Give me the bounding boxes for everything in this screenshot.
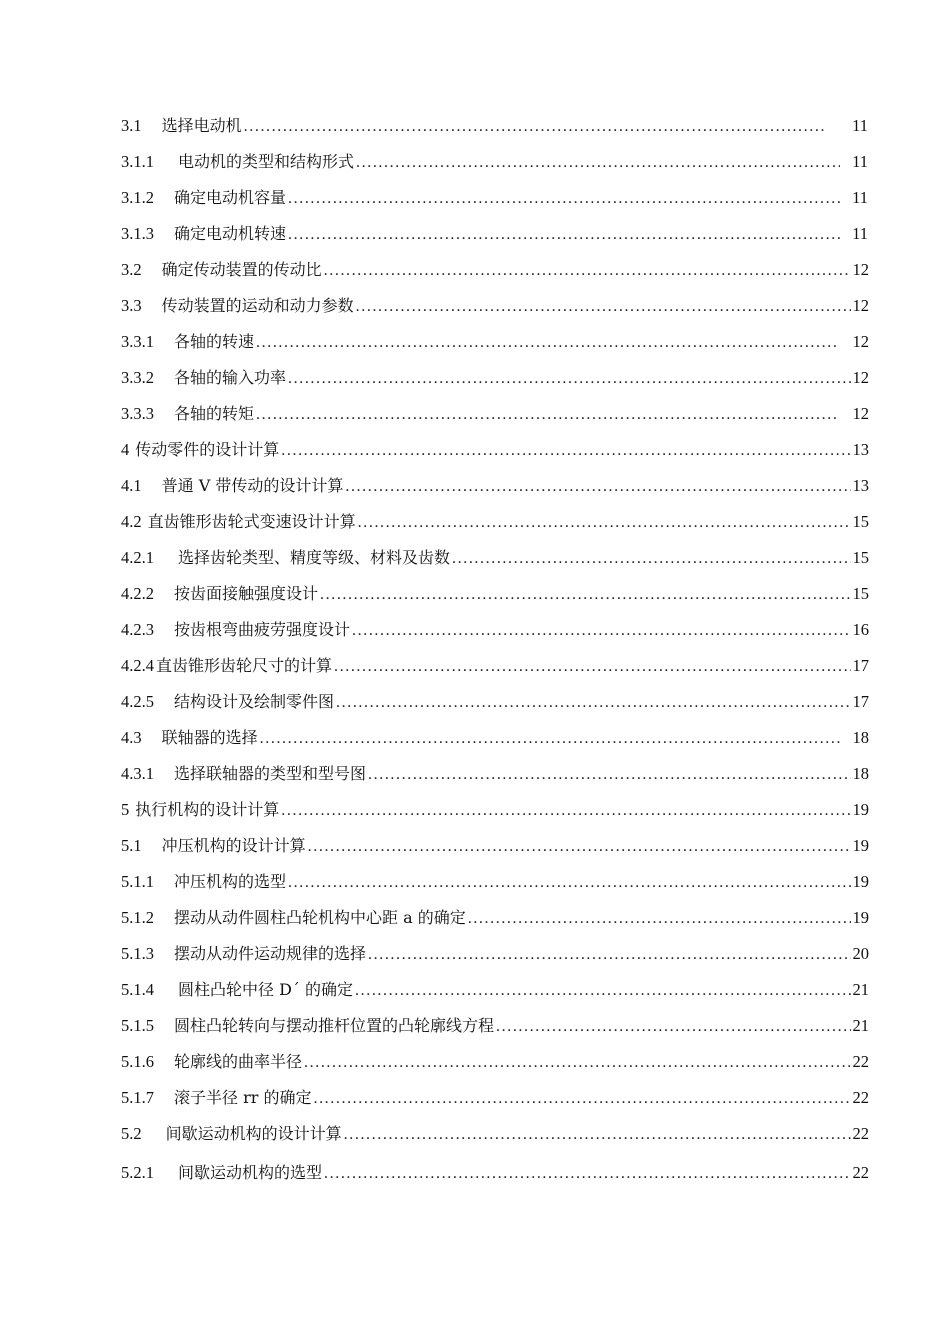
toc-entry-number: 5.1.7 xyxy=(121,1088,154,1107)
toc-entry-page-number: 19 xyxy=(852,908,869,927)
toc-entry-number: 4.2.2 xyxy=(121,584,154,603)
toc-dot-leader xyxy=(288,865,850,901)
toc-entry[interactable] xyxy=(121,684,869,720)
toc-entry-page-number: 22 xyxy=(852,1163,869,1182)
toc-dot-leader xyxy=(313,1081,850,1117)
toc-entry-number: 5.1.1 xyxy=(121,872,154,891)
toc-entry[interactable] xyxy=(121,216,869,252)
toc-entry[interactable] xyxy=(121,792,869,828)
toc-entry-number: 5 xyxy=(121,800,130,819)
toc-dot-leader xyxy=(288,361,850,397)
toc-entry-number: 4.2.4 xyxy=(121,656,154,675)
toc-entry-number: 4.2 xyxy=(121,512,142,531)
toc-entry-title: 轮廓线的曲率半径 xyxy=(174,1052,303,1071)
toc-dot-leader xyxy=(244,109,840,145)
toc-entry[interactable] xyxy=(121,900,869,936)
toc-dot-leader xyxy=(355,973,850,1009)
toc-entry-title: 直齿锥形齿轮尺寸的计算 xyxy=(156,656,333,675)
toc-entry[interactable] xyxy=(121,396,869,432)
toc-entry[interactable] xyxy=(121,252,869,288)
toc-entry-title: 摆动从动件运动规律的选择 xyxy=(174,944,367,963)
toc-entry-title: 执行机构的设计计算 xyxy=(135,800,280,819)
toc-entry[interactable] xyxy=(121,720,869,756)
toc-entry-page-number: 19 xyxy=(852,872,869,891)
toc-entry-title: 选择电动机 xyxy=(161,116,242,135)
toc-entry[interactable] xyxy=(121,1155,869,1191)
toc-entry-page-number: 22 xyxy=(852,1052,869,1071)
toc-entry-number: 4.3.1 xyxy=(121,764,154,783)
toc-entry-page-number: 20 xyxy=(852,944,869,963)
toc-entry-number: 5.2.1 xyxy=(121,1163,154,1182)
toc-entry[interactable] xyxy=(121,504,869,540)
toc-entry[interactable] xyxy=(121,180,869,216)
toc-entry-page-number: 17 xyxy=(852,656,869,675)
toc-entry-page-number: 22 xyxy=(852,1088,869,1107)
toc-entry[interactable] xyxy=(121,144,869,180)
toc-entry-number: 5.1.2 xyxy=(121,908,154,927)
toc-dot-leader xyxy=(358,505,851,541)
toc-entry-number: 3.3 xyxy=(121,296,142,315)
toc-entry-title: 确定传动装置的传动比 xyxy=(161,260,322,279)
toc-entry[interactable] xyxy=(121,324,869,360)
toc-dot-leader xyxy=(256,397,850,433)
toc-dot-leader xyxy=(288,181,840,217)
toc-entry-title: 圆柱凸轮转向与摆动推杆位置的凸轮廓线方程 xyxy=(174,1016,495,1035)
toc-entry-title: 普通 V 带传动的设计计算 xyxy=(161,476,344,495)
toc-entry[interactable] xyxy=(121,864,869,900)
toc-entry-title: 选择齿轮类型、精度等级、材料及齿数 xyxy=(178,548,451,567)
toc-dot-leader xyxy=(324,1156,850,1192)
toc-dot-leader xyxy=(345,469,850,505)
toc-entry[interactable] xyxy=(121,540,869,576)
toc-entry-page-number: 21 xyxy=(852,980,869,999)
toc-entry-title: 确定电动机转速 xyxy=(174,224,287,243)
toc-entry-title: 直齿锥形齿轮式变速设计计算 xyxy=(147,512,356,531)
toc-entry-page-number: 12 xyxy=(852,404,869,423)
toc-dot-leader xyxy=(368,757,850,793)
toc-entry-page-number: 15 xyxy=(852,548,869,567)
toc-entry-number: 3.1.1 xyxy=(121,152,154,171)
toc-dot-leader xyxy=(468,901,851,937)
toc-entry-title: 各轴的转速 xyxy=(174,332,255,351)
toc-dot-leader xyxy=(308,829,851,865)
toc-entry-page-number: 15 xyxy=(852,584,869,603)
table-of-contents xyxy=(121,108,869,1191)
toc-entry-number: 3.3.2 xyxy=(121,368,154,387)
toc-entry-title: 滚子半径 rr 的确定 xyxy=(174,1088,312,1107)
toc-entry-number: 4 xyxy=(121,440,130,459)
toc-entry-number: 5.1.6 xyxy=(121,1052,154,1071)
toc-entry[interactable] xyxy=(121,1116,869,1152)
toc-dot-leader xyxy=(334,649,850,685)
toc-entry-title: 结构设计及绘制零件图 xyxy=(174,692,335,711)
toc-entry[interactable] xyxy=(121,1008,869,1044)
toc-dot-leader xyxy=(356,289,851,325)
toc-entry-page-number: 18 xyxy=(852,728,869,747)
toc-entry-page-number: 11 xyxy=(852,188,868,207)
toc-entry-number: 3.2 xyxy=(121,260,142,279)
toc-entry-title: 电动机的类型和结构形式 xyxy=(178,152,355,171)
toc-entry-page-number: 15 xyxy=(852,512,869,531)
toc-entry-number: 3.1 xyxy=(121,116,142,135)
toc-entry-page-number: 17 xyxy=(852,692,869,711)
toc-entry-page-number: 13 xyxy=(852,440,869,459)
toc-entry-number: 3.1.2 xyxy=(121,188,154,207)
toc-entry-page-number: 12 xyxy=(852,332,869,351)
toc-entry-page-number: 11 xyxy=(852,116,868,135)
toc-entry[interactable] xyxy=(121,612,869,648)
toc-entry-title: 冲压机构的设计计算 xyxy=(161,836,306,855)
toc-entry[interactable] xyxy=(121,360,869,396)
toc-entry[interactable] xyxy=(121,936,869,972)
toc-entry-number: 5.1.3 xyxy=(121,944,154,963)
toc-entry-page-number: 13 xyxy=(852,476,869,495)
toc-entry-title: 各轴的转矩 xyxy=(174,404,255,423)
toc-entry-title: 间歇运动机构的选型 xyxy=(178,1163,323,1182)
toc-entry[interactable] xyxy=(121,828,869,864)
toc-entry-number: 3.3.3 xyxy=(121,404,154,423)
toc-entry[interactable] xyxy=(121,576,869,612)
toc-entry-title: 间歇运动机构的设计计算 xyxy=(165,1124,342,1143)
toc-entry-page-number: 18 xyxy=(852,764,869,783)
toc-entry-number: 4.2.1 xyxy=(121,548,154,567)
toc-entry[interactable] xyxy=(121,432,869,468)
toc-entry-title: 传动零件的设计计算 xyxy=(135,440,280,459)
toc-entry-title: 摆动从动件圆柱凸轮机构中心距 a 的确定 xyxy=(174,908,466,927)
toc-entry-number: 3.3.1 xyxy=(121,332,154,351)
toc-entry-number: 5.1.4 xyxy=(121,980,154,999)
toc-dot-leader xyxy=(368,937,850,973)
toc-entry-title: 冲压机构的选型 xyxy=(174,872,287,891)
toc-entry-number: 5.2 xyxy=(121,1124,142,1143)
toc-entry-number: 5.1 xyxy=(121,836,142,855)
toc-entry-title: 按齿面接触强度设计 xyxy=(174,584,319,603)
toc-entry[interactable] xyxy=(121,288,869,324)
toc-dot-leader xyxy=(304,1045,850,1081)
toc-entry[interactable] xyxy=(121,648,869,684)
toc-dot-leader xyxy=(324,253,851,289)
toc-entry-number: 5.1.5 xyxy=(121,1016,154,1035)
toc-entry-number: 4.1 xyxy=(121,476,142,495)
toc-entry[interactable] xyxy=(121,972,869,1008)
toc-entry[interactable] xyxy=(121,1080,869,1116)
toc-entry[interactable] xyxy=(121,468,869,504)
toc-entry-page-number: 11 xyxy=(852,152,868,171)
toc-dot-leader xyxy=(260,721,851,757)
toc-entry-number: 4.2.5 xyxy=(121,692,154,711)
toc-entry-title: 联轴器的选择 xyxy=(161,728,258,747)
toc-entry-title: 传动装置的运动和动力参数 xyxy=(161,296,354,315)
toc-entry-title: 按齿根弯曲疲劳强度设计 xyxy=(174,620,351,639)
toc-entry-page-number: 19 xyxy=(852,800,869,819)
toc-entry-title: 选择联轴器的类型和型号图 xyxy=(174,764,367,783)
toc-dot-leader xyxy=(344,1117,851,1153)
toc-dot-leader xyxy=(352,613,850,649)
toc-dot-leader xyxy=(281,793,850,829)
toc-entry-page-number: 22 xyxy=(852,1124,869,1143)
toc-entry-number: 3.1.3 xyxy=(121,224,154,243)
toc-entry-page-number: 12 xyxy=(852,368,869,387)
toc-dot-leader xyxy=(356,145,840,181)
toc-dot-leader xyxy=(281,433,850,469)
toc-entry-page-number: 16 xyxy=(852,620,869,639)
toc-entry-page-number: 12 xyxy=(852,296,869,315)
toc-entry-page-number: 21 xyxy=(852,1016,869,1035)
toc-dot-leader xyxy=(336,685,850,721)
toc-entry-number: 4.2.3 xyxy=(121,620,154,639)
toc-entry-page-number: 12 xyxy=(852,260,869,279)
toc-entry[interactable] xyxy=(121,108,869,144)
toc-dot-leader xyxy=(320,577,850,613)
toc-entry-title: 各轴的输入功率 xyxy=(174,368,287,387)
toc-dot-leader xyxy=(452,541,850,577)
toc-entry-page-number: 19 xyxy=(852,836,869,855)
toc-entry-page-number: 11 xyxy=(852,224,868,243)
toc-entry-title: 圆柱凸轮中径 D´ 的确定 xyxy=(178,980,354,999)
toc-dot-leader xyxy=(496,1009,850,1045)
toc-dot-leader xyxy=(288,217,840,253)
toc-entry-title: 确定电动机容量 xyxy=(174,188,287,207)
toc-entry[interactable] xyxy=(121,1044,869,1080)
toc-entry-number: 4.3 xyxy=(121,728,142,747)
toc-entry[interactable] xyxy=(121,756,869,792)
toc-dot-leader xyxy=(256,325,850,361)
